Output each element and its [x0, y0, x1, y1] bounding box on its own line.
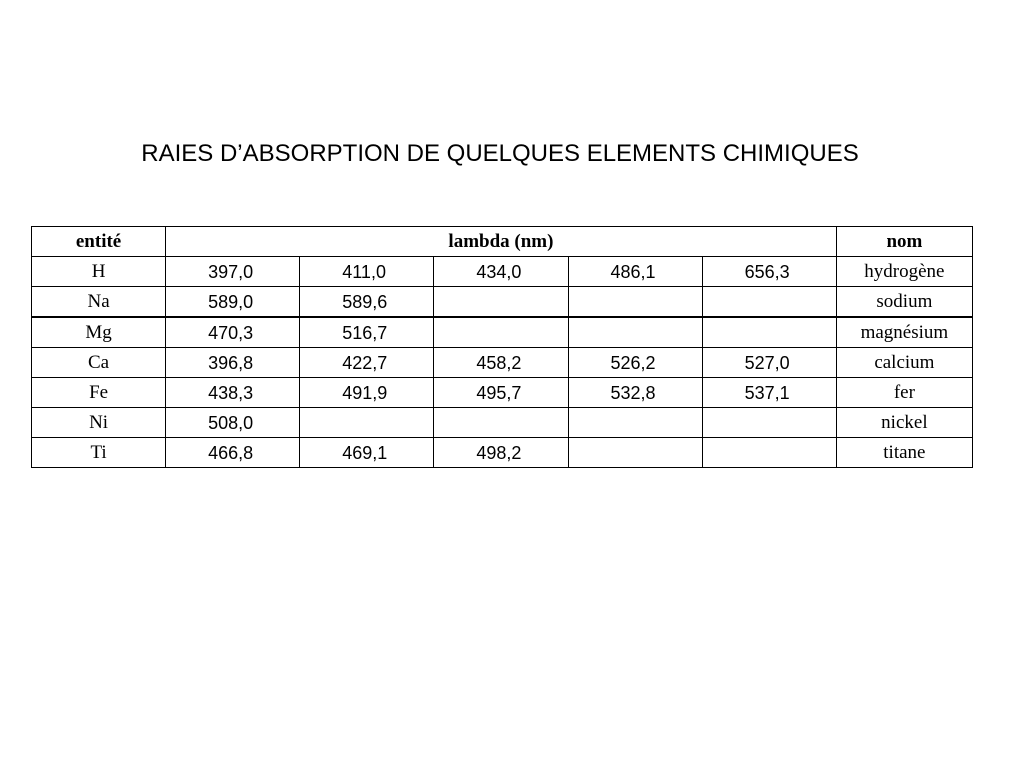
cell-lambda: 486,1	[568, 257, 702, 287]
cell-name: magnésium	[836, 317, 972, 348]
cell-lambda: 516,7	[300, 317, 434, 348]
cell-lambda	[568, 438, 702, 468]
cell-lambda	[702, 317, 836, 348]
header-entity: entité	[32, 227, 166, 257]
cell-lambda	[568, 408, 702, 438]
table-row	[32, 287, 973, 318]
table-row	[32, 378, 973, 408]
cell-lambda	[300, 408, 434, 438]
cell-lambda: 434,0	[434, 257, 568, 287]
absorption-lines-table	[31, 226, 973, 468]
cell-entity: Fe	[32, 378, 166, 408]
cell-lambda: 537,1	[702, 378, 836, 408]
cell-lambda: 589,0	[166, 287, 300, 318]
cell-lambda	[702, 438, 836, 468]
cell-entity: Ni	[32, 408, 166, 438]
cell-name: fer	[836, 378, 972, 408]
cell-name: hydrogène	[836, 257, 972, 287]
cell-lambda: 438,3	[166, 378, 300, 408]
cell-lambda: 422,7	[300, 348, 434, 378]
cell-entity: Ca	[32, 348, 166, 378]
cell-lambda: 589,6	[300, 287, 434, 318]
cell-lambda: 656,3	[702, 257, 836, 287]
cell-lambda: 495,7	[434, 378, 568, 408]
cell-entity: H	[32, 257, 166, 287]
cell-entity: Ti	[32, 438, 166, 468]
cell-lambda: 526,2	[568, 348, 702, 378]
cell-name: sodium	[836, 287, 972, 318]
table-row	[32, 257, 973, 287]
cell-lambda	[568, 317, 702, 348]
cell-name: calcium	[836, 348, 972, 378]
table-header-row	[32, 227, 973, 257]
cell-lambda: 396,8	[166, 348, 300, 378]
cell-lambda	[434, 287, 568, 318]
cell-lambda: 469,1	[300, 438, 434, 468]
cell-lambda: 411,0	[300, 257, 434, 287]
header-name: nom	[836, 227, 972, 257]
cell-name: nickel	[836, 408, 972, 438]
header-lambda: lambda (nm)	[166, 227, 837, 257]
cell-entity: Na	[32, 287, 166, 318]
cell-lambda: 491,9	[300, 378, 434, 408]
cell-lambda: 527,0	[702, 348, 836, 378]
cell-lambda: 470,3	[166, 317, 300, 348]
table-row	[32, 348, 973, 378]
cell-lambda: 458,2	[434, 348, 568, 378]
cell-name: titane	[836, 438, 972, 468]
cell-lambda	[434, 408, 568, 438]
cell-lambda	[568, 287, 702, 318]
table-row	[32, 317, 973, 348]
cell-lambda: 508,0	[166, 408, 300, 438]
cell-lambda	[702, 287, 836, 318]
cell-lambda	[702, 408, 836, 438]
cell-entity: Mg	[32, 317, 166, 348]
cell-lambda: 397,0	[166, 257, 300, 287]
table-row	[32, 408, 973, 438]
table-row	[32, 438, 973, 468]
cell-lambda: 498,2	[434, 438, 568, 468]
cell-lambda: 466,8	[166, 438, 300, 468]
page-title: RAIES D’ABSORPTION DE QUELQUES ELEMENTS CHIMIQUES	[141, 140, 859, 167]
cell-lambda	[434, 317, 568, 348]
cell-lambda: 532,8	[568, 378, 702, 408]
